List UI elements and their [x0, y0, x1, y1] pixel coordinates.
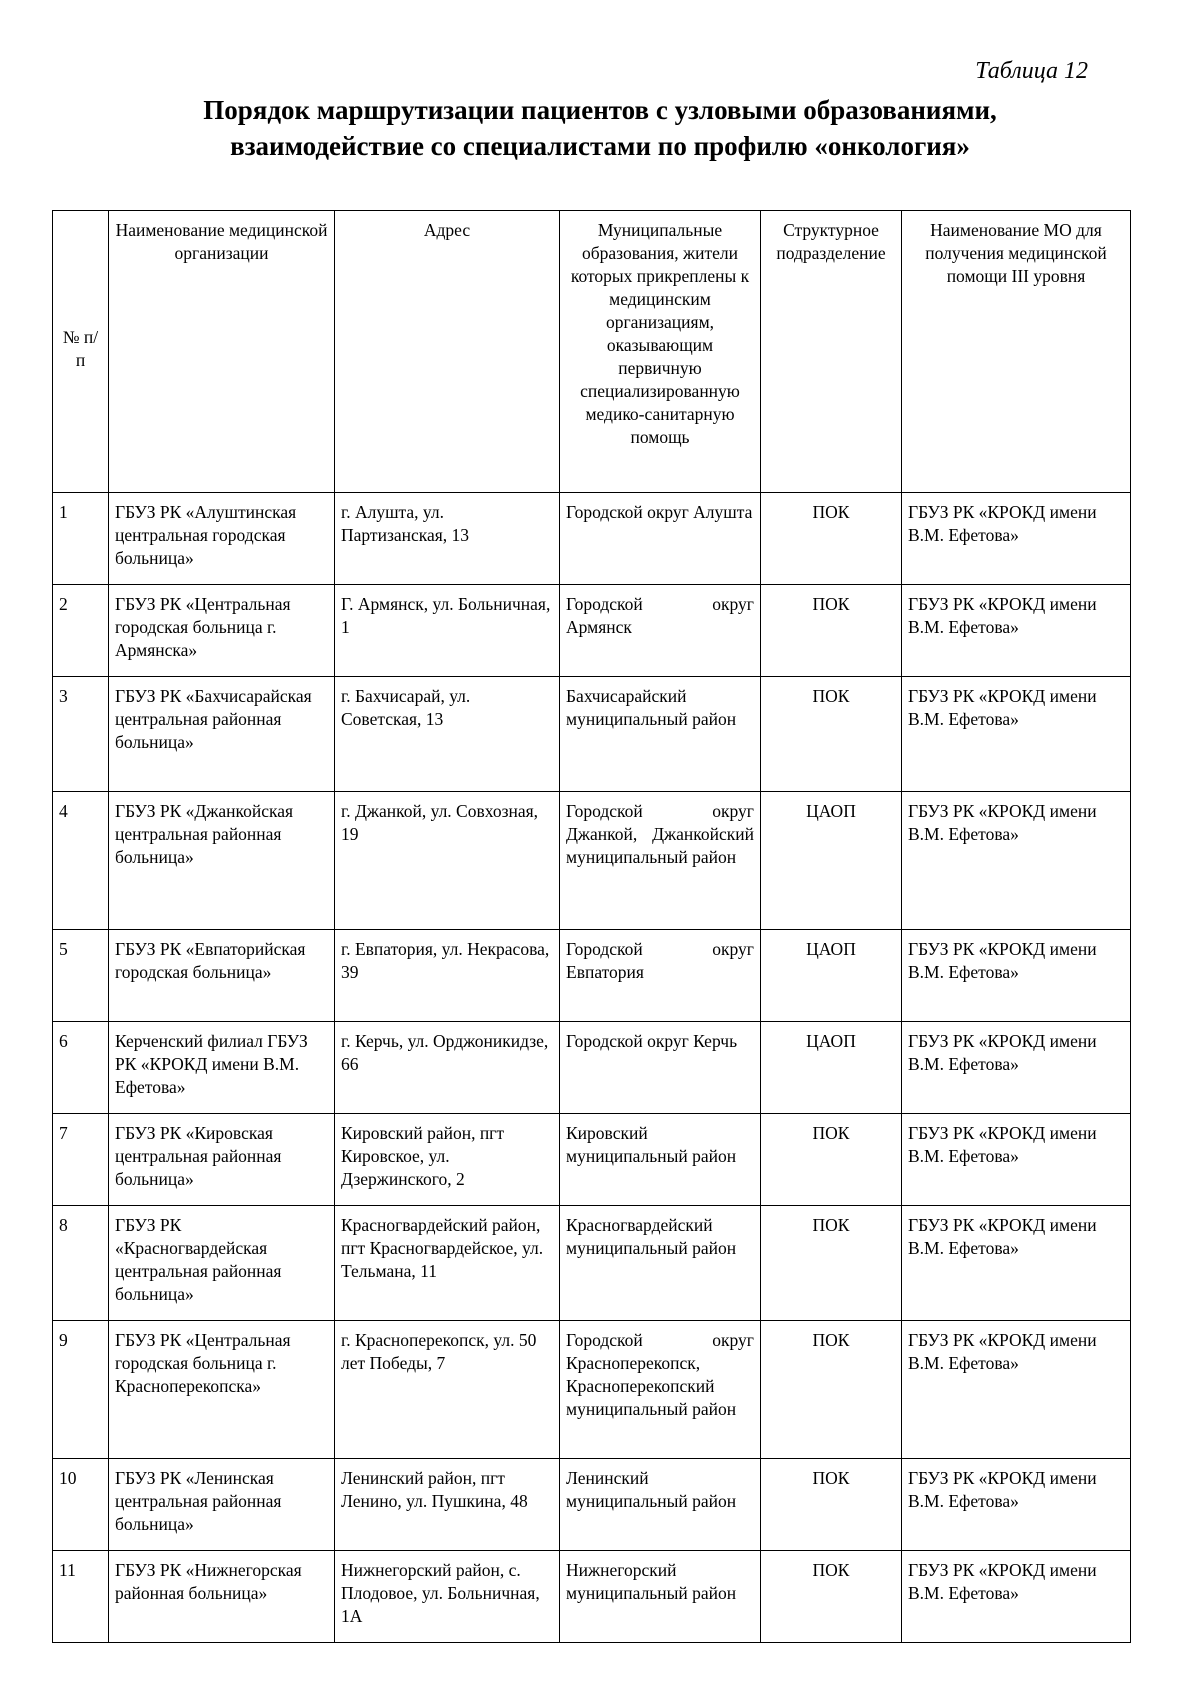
cell-num: 11 — [53, 1551, 109, 1643]
table-row — [53, 930, 1131, 1022]
table-row — [53, 1551, 1131, 1643]
table-header-row — [53, 211, 1131, 493]
cell-address: Кировский район, пгт Кировское, ул. Дзержинского, 2 — [335, 1114, 560, 1206]
cell-address: г. Керчь, ул. Орджоникидзе, 66 — [335, 1022, 560, 1114]
cell-level3: ГБУЗ РК «КРОКД имени В.М. Ефетова» — [902, 677, 1131, 792]
cell-org: ГБУЗ РК «Центральная городская больница г. Армянска» — [109, 585, 335, 677]
cell-address: г. Бахчисарай, ул. Советская, 13 — [335, 677, 560, 792]
cell-org: ГБУЗ РК «Бахчисарайская центральная районная больница» — [109, 677, 335, 792]
cell-division: ПОК — [761, 1206, 902, 1321]
cell-org: ГБУЗ РК «Центральная городская больница г. Красноперекопска» — [109, 1321, 335, 1459]
header-num: № п/п — [53, 211, 109, 493]
cell-municipal: Городской округ Евпатория — [560, 930, 761, 1022]
cell-address: г. Красноперекопск, ул. 50 лет Победы, 7 — [335, 1321, 560, 1459]
cell-num: 6 — [53, 1022, 109, 1114]
cell-level3: ГБУЗ РК «КРОКД имени В.М. Ефетова» — [902, 1206, 1131, 1321]
cell-division: ЦАОП — [761, 1022, 902, 1114]
header-org: Наименование медицинской организации — [109, 211, 335, 493]
cell-num: 2 — [53, 585, 109, 677]
table-row — [53, 1206, 1131, 1321]
cell-level3: ГБУЗ РК «КРОКД имени В.М. Ефетова» — [902, 1321, 1131, 1459]
cell-municipal: Городской округ Джанкой, Джанкойский муниципальный район — [560, 792, 761, 930]
cell-municipal: Бахчисарайский муниципальный район — [560, 677, 761, 792]
table-row — [53, 1114, 1131, 1206]
cell-address: Г. Армянск, ул. Больничная, 1 — [335, 585, 560, 677]
cell-division: ПОК — [761, 1551, 902, 1643]
cell-num: 1 — [53, 493, 109, 585]
cell-division: ПОК — [761, 677, 902, 792]
cell-address: Ленинский район, пгт Ленино, ул. Пушкина, 48 — [335, 1459, 560, 1551]
cell-level3: ГБУЗ РК «КРОКД имени В.М. Ефетова» — [902, 493, 1131, 585]
cell-level3: ГБУЗ РК «КРОКД имени В.М. Ефетова» — [902, 1022, 1131, 1114]
cell-org: ГБУЗ РК «Ленинская центральная районная больница» — [109, 1459, 335, 1551]
cell-address: Красногвардейский район, пгт Красногвардейское, ул. Тельмана, 11 — [335, 1206, 560, 1321]
cell-num: 8 — [53, 1206, 109, 1321]
header-division: Структурное подразделение — [761, 211, 902, 493]
cell-municipal: Ленинский муниципальный район — [560, 1459, 761, 1551]
cell-org: Керченский филиал ГБУЗ РК «КРОКД имени В.М. Ефетова» — [109, 1022, 335, 1114]
cell-org: ГБУЗ РК «Кировская центральная районная больница» — [109, 1114, 335, 1206]
cell-level3: ГБУЗ РК «КРОКД имени В.М. Ефетова» — [902, 585, 1131, 677]
cell-level3: ГБУЗ РК «КРОКД имени В.М. Ефетова» — [902, 792, 1131, 930]
cell-address: г. Алушта, ул. Партизанская, 13 — [335, 493, 560, 585]
cell-org: ГБУЗ РК «Красногвардейская центральная районная больница» — [109, 1206, 335, 1321]
cell-division: ПОК — [761, 1114, 902, 1206]
cell-level3: ГБУЗ РК «КРОКД имени В.М. Ефетова» — [902, 1114, 1131, 1206]
cell-address: г. Джанкой, ул. Совхозная, 19 — [335, 792, 560, 930]
cell-num: 9 — [53, 1321, 109, 1459]
header-municipal: Муниципальные образования, жители которых прикреплены к медицинским организациям, оказывающим первичную специализированную медико-санитарную помощь — [560, 211, 761, 493]
cell-num: 7 — [53, 1114, 109, 1206]
title-line-2: взаимодействие со специалистами по профилю «онкология» — [230, 131, 970, 161]
title-line-1: Порядок маршрутизации пациентов с узловыми образованиями, — [203, 95, 997, 125]
cell-municipal: Городской округ Керчь — [560, 1022, 761, 1114]
cell-municipal: Городской округ Красноперекопск, Красноперекопский муниципальный район — [560, 1321, 761, 1459]
cell-num: 5 — [53, 930, 109, 1022]
table-row — [53, 1321, 1131, 1459]
routing-table — [52, 210, 1131, 1643]
cell-division: ПОК — [761, 493, 902, 585]
cell-num: 3 — [53, 677, 109, 792]
cell-address: г. Евпатория, ул. Некрасова, 39 — [335, 930, 560, 1022]
header-level3: Наименование МО для получения медицинской помощи III уровня — [902, 211, 1131, 493]
cell-municipal: Городской округ Алушта — [560, 493, 761, 585]
cell-level3: ГБУЗ РК «КРОКД имени В.М. Ефетова» — [902, 930, 1131, 1022]
cell-municipal: Красногвардейский муниципальный район — [560, 1206, 761, 1321]
cell-level3: ГБУЗ РК «КРОКД имени В.М. Ефетова» — [902, 1459, 1131, 1551]
cell-level3: ГБУЗ РК «КРОКД имени В.М. Ефетова» — [902, 1551, 1131, 1643]
page-title — [0, 92, 1200, 164]
table-row — [53, 493, 1131, 585]
cell-num: 10 — [53, 1459, 109, 1551]
table-row — [53, 792, 1131, 930]
table-row — [53, 677, 1131, 792]
cell-org: ГБУЗ РК «Евпаторийская городская больница» — [109, 930, 335, 1022]
cell-org: ГБУЗ РК «Алуштинская центральная городская больница» — [109, 493, 335, 585]
cell-municipal: Городской округ Армянск — [560, 585, 761, 677]
cell-division: ЦАОП — [761, 792, 902, 930]
cell-address: Нижнегорский район, с. Плодовое, ул. Больничная, 1А — [335, 1551, 560, 1643]
cell-org: ГБУЗ РК «Нижнегорская районная больница» — [109, 1551, 335, 1643]
cell-municipal: Нижнегорский муниципальный район — [560, 1551, 761, 1643]
table-row — [53, 1459, 1131, 1551]
cell-division: ПОК — [761, 1459, 902, 1551]
table-caption: Таблица 12 — [975, 58, 1088, 84]
table-row — [53, 585, 1131, 677]
cell-num: 4 — [53, 792, 109, 930]
cell-division: ПОК — [761, 585, 902, 677]
header-address: Адрес — [335, 211, 560, 493]
cell-municipal: Кировский муниципальный район — [560, 1114, 761, 1206]
table-row — [53, 1022, 1131, 1114]
cell-division: ПОК — [761, 1321, 902, 1459]
cell-org: ГБУЗ РК «Джанкойская центральная районная больница» — [109, 792, 335, 930]
cell-division: ЦАОП — [761, 930, 902, 1022]
